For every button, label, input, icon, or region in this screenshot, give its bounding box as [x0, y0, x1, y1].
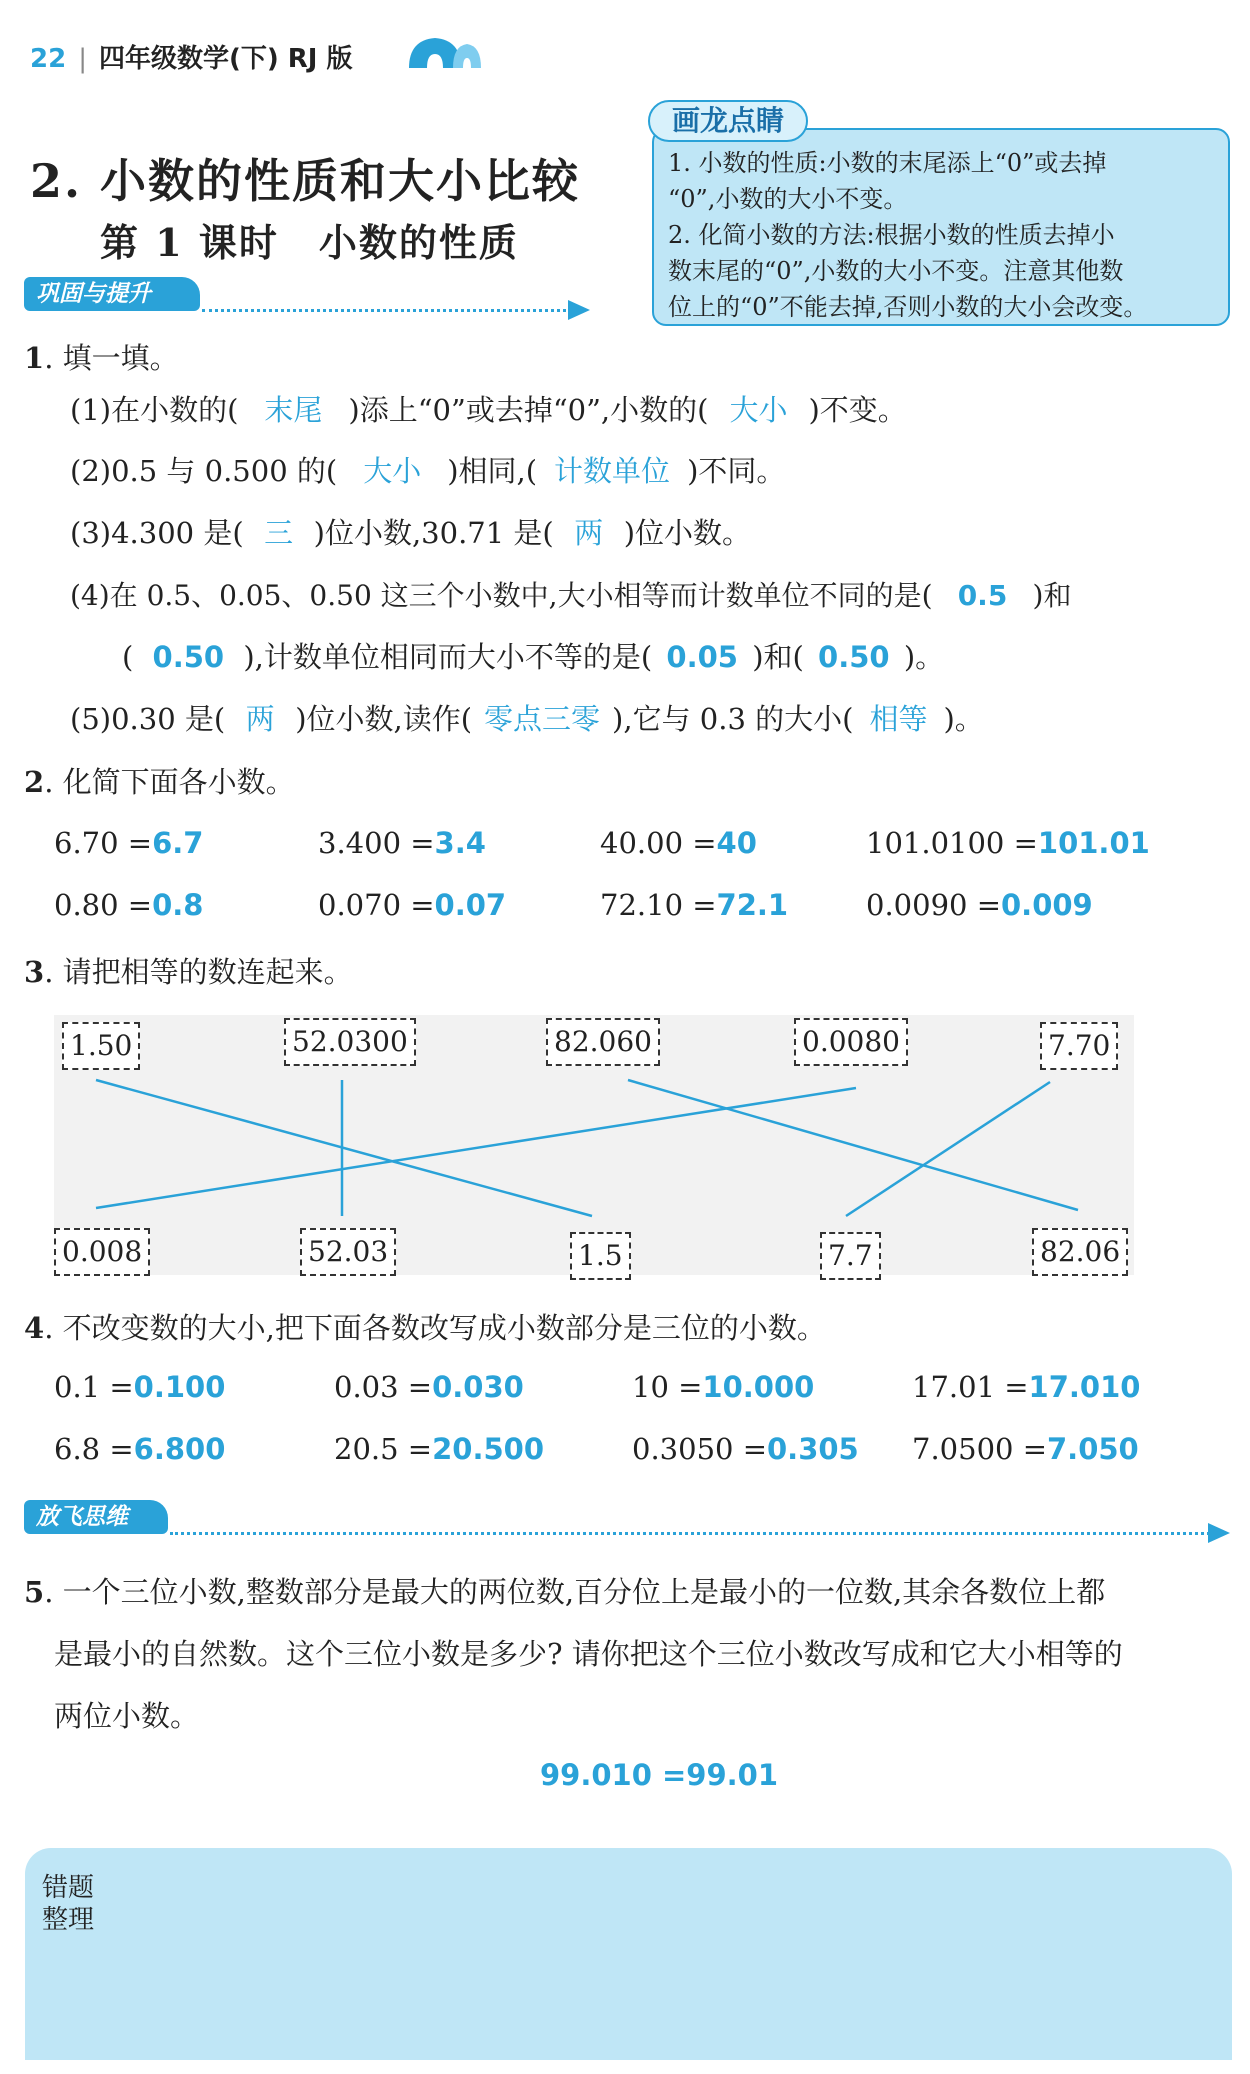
- text: (3)4.300 是(: [70, 516, 244, 550]
- question-text: . 请把相等的数连起来。: [44, 955, 353, 989]
- match-box-top[interactable]: 7.70: [1040, 1022, 1118, 1070]
- text: (5)0.30 是(: [70, 702, 226, 736]
- match-box-bottom[interactable]: 82.06: [1032, 1228, 1128, 1276]
- answer-field[interactable]: 零点三零: [484, 702, 601, 736]
- answer-field[interactable]: 6.800: [133, 1432, 226, 1466]
- answer-field[interactable]: 20.500: [432, 1432, 545, 1466]
- tip-label: 画龙点睛: [648, 100, 808, 142]
- rewrite-item: [334, 1370, 524, 1404]
- match-line: [628, 1080, 1078, 1210]
- tip-line: “0”,小数的大小不变。: [668, 185, 908, 213]
- section-bar-thinking: 放飞思维: [24, 1500, 168, 1534]
- answer-field[interactable]: 0.305: [767, 1432, 859, 1466]
- answer-field[interactable]: 3.4: [434, 826, 486, 860]
- rewrite-item: [632, 1370, 814, 1404]
- answer-field[interactable]: 101.01: [1037, 826, 1150, 860]
- match-box-bottom[interactable]: 1.5: [570, 1232, 631, 1280]
- text: )位小数。: [623, 516, 752, 550]
- text: 0.80 =: [54, 888, 153, 922]
- answer-field[interactable]: 0.50: [152, 640, 225, 674]
- section-bar-consolidate: 巩固与提升: [24, 277, 200, 311]
- question-number: 2: [24, 765, 45, 799]
- match-box-top[interactable]: 1.50: [62, 1022, 140, 1070]
- text: (4)在 0.5、0.05、0.50 这三个小数中,大小相等而计数单位不同的是(: [70, 579, 933, 612]
- text: )位小数,读作(: [295, 702, 473, 736]
- text: (: [122, 640, 134, 674]
- text: 0.03 =: [334, 1370, 433, 1404]
- answer-field[interactable]: 72.1: [716, 888, 789, 922]
- tip-line: 2. 化简小数的方法:根据小数的性质去掉小: [668, 221, 1115, 249]
- answer-field[interactable]: 两: [245, 702, 275, 736]
- question-number: 4: [24, 1311, 45, 1345]
- text: )。: [943, 702, 984, 736]
- question-text: . 填一填。: [44, 341, 179, 375]
- arrow-right-icon: [1208, 1523, 1230, 1543]
- text: 6.70 =: [54, 826, 153, 860]
- answer-field[interactable]: 0.07: [434, 888, 507, 922]
- question-number: 5: [24, 1575, 45, 1609]
- text: 40.00 =: [600, 826, 717, 860]
- tip-line: 位上的“0”不能去掉,否则小数的大小会改变。: [668, 293, 1148, 321]
- answer-field[interactable]: 大小: [363, 454, 422, 488]
- question-text: . 化简下面各小数。: [44, 765, 295, 799]
- text: 6.8 =: [54, 1432, 134, 1466]
- match-line: [96, 1088, 856, 1208]
- text: 3.400 =: [318, 826, 435, 860]
- text: 10 =: [632, 1370, 703, 1404]
- label-line: 错题: [42, 1873, 95, 1903]
- text: ),计数单位相同而大小不等的是(: [243, 640, 653, 674]
- answer-field[interactable]: 计数单位: [554, 454, 671, 488]
- question-text: . 不改变数的大小,把下面各数改写成小数部分是三位的小数。: [44, 1311, 826, 1345]
- text: )和(: [752, 640, 804, 674]
- text: 17.01 =: [912, 1370, 1029, 1404]
- match-box-top[interactable]: 52.0300: [284, 1018, 416, 1066]
- answer-field[interactable]: 0.5: [957, 579, 1008, 612]
- text: 0.1 =: [54, 1370, 134, 1404]
- text: )相同,(: [447, 454, 538, 488]
- match-box-bottom[interactable]: 0.008: [54, 1228, 150, 1276]
- question-4-title: [24, 1308, 826, 1348]
- question-5-line: 两位小数。: [54, 1699, 200, 1733]
- rewrite-item: [632, 1432, 859, 1466]
- answer-field[interactable]: 三: [264, 516, 294, 550]
- answer-field[interactable]: 6.7: [152, 826, 204, 860]
- text: )和: [1032, 579, 1072, 612]
- answer-field[interactable]: 40: [716, 826, 757, 860]
- text: (1)在小数的(: [70, 393, 239, 427]
- tip-line: 数末尾的“0”,小数的大小不变。注意其他数: [668, 257, 1124, 285]
- text: )位小数,30.71 是(: [313, 516, 554, 550]
- answer-field[interactable]: 17.010: [1028, 1370, 1141, 1404]
- answer-field[interactable]: 0.8: [152, 888, 204, 922]
- answer-field[interactable]: 两: [574, 516, 604, 550]
- answer-field[interactable]: 0.100: [133, 1370, 226, 1404]
- match-box-top[interactable]: 82.060: [546, 1018, 660, 1066]
- text: (2)0.5 与 0.500 的(: [70, 454, 338, 488]
- answer-field[interactable]: 7.050: [1047, 1432, 1139, 1466]
- rewrite-item: [912, 1370, 1140, 1404]
- answer-field[interactable]: 0.50: [818, 640, 890, 674]
- answer-field[interactable]: 相等: [869, 702, 928, 736]
- question-5-line: [24, 1572, 1105, 1612]
- text: )。: [903, 640, 945, 674]
- answer-field[interactable]: 末尾: [264, 393, 323, 427]
- rewrite-item: [334, 1432, 544, 1466]
- answer-field[interactable]: 大小: [729, 393, 788, 427]
- match-box-top[interactable]: 0.0080: [794, 1018, 908, 1066]
- text: )添上“0”或去掉“0”,小数的(: [348, 393, 709, 427]
- text: 7.0500 =: [912, 1432, 1047, 1466]
- error-notes-box[interactable]: [25, 1848, 1232, 2060]
- match-line: [846, 1082, 1050, 1216]
- rewrite-item: [54, 1432, 225, 1466]
- text: )不同。: [687, 454, 786, 488]
- question-number: 1: [24, 341, 45, 375]
- error-notes-label: [42, 1872, 94, 1936]
- text: 72.10 =: [600, 888, 717, 922]
- answer-field[interactable]: 10.000: [702, 1370, 815, 1404]
- rewrite-item: [912, 1432, 1139, 1466]
- header-separator: |: [78, 44, 87, 74]
- text: 0.0090 =: [866, 888, 1001, 922]
- page-number: 22: [30, 44, 67, 74]
- question-5-line: 是最小的自然数。这个三位小数是多少? 请你把这个三位小数改写成和它大小相等的: [54, 1637, 1123, 1671]
- text: 101.0100 =: [866, 826, 1038, 860]
- section-title: 2. 小数的性质和大小比较: [30, 154, 581, 208]
- text: )不变。: [808, 393, 907, 427]
- section-dotted-line: [170, 1532, 1210, 1535]
- rewrite-item: [54, 1370, 225, 1404]
- text: 20.5 =: [334, 1432, 433, 1466]
- answer-field[interactable]: 0.009: [1001, 888, 1093, 922]
- book-title: 四年级数学(下) RJ 版: [98, 44, 353, 74]
- label-line: 整理: [42, 1905, 95, 1935]
- match-box-bottom[interactable]: 7.7: [820, 1232, 881, 1280]
- question-number: 3: [24, 955, 45, 989]
- text: 0.070 =: [318, 888, 435, 922]
- lesson-title: 第 1 课时 小数的性质: [100, 220, 519, 265]
- text: ),它与 0.3 的大小(: [612, 702, 854, 736]
- text: 0.3050 =: [632, 1432, 767, 1466]
- answer-field[interactable]: 0.05: [666, 640, 738, 674]
- match-box-bottom[interactable]: 52.03: [300, 1228, 396, 1276]
- question-5-answer[interactable]: 99.010 =99.01: [540, 1758, 779, 1792]
- answer-field[interactable]: 0.030: [432, 1370, 524, 1404]
- question-text: . 一个三位小数,整数部分是最大的两位数,百分位上是最小的一位数,其余各数位上都: [44, 1575, 1106, 1609]
- tip-line: 1. 小数的性质:小数的末尾添上“0”或去掉: [668, 149, 1107, 177]
